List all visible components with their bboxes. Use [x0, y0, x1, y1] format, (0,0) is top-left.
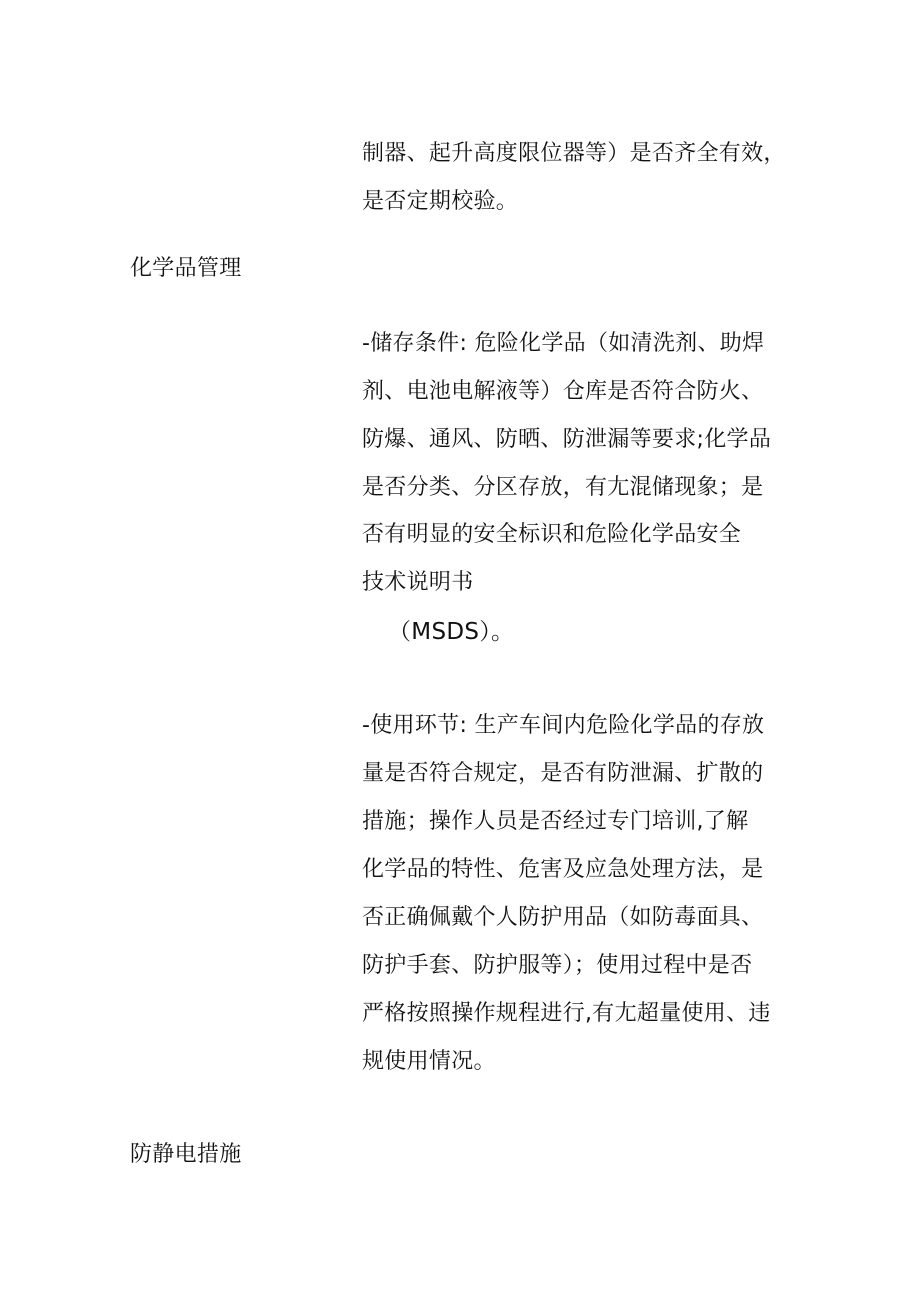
section-heading-anti-static: 防静电措施	[130, 1142, 242, 1167]
text-line: -储存条件: 危险化学品（如清洗剂、助焊	[362, 331, 765, 356]
text-line: 是否分类、分区存放，有尢混储现象；是	[362, 475, 764, 500]
text-line: 防爆、通风、防晒、防泄漏等要求;化学品	[362, 427, 772, 452]
text-line: 制器、起升高度限位器等）是否齐全有效，	[362, 141, 786, 166]
text-line: 措施；操作人员是否经过专门培训,了解	[362, 809, 749, 834]
text-line: 是否定期校验。	[362, 189, 519, 214]
text-line: 量是否符合规定，是否有防泄漏、扩散的	[362, 761, 764, 786]
text-line: 防护手套、防护服等）；使用过程中是否	[362, 953, 753, 978]
text-line: 否正确佩戴个人防护用品（如防毒面具、	[362, 905, 764, 930]
text-line: 严格按照操作规程进行,有尢超量使用、违	[362, 1001, 771, 1026]
text-line: 剂、电池电解液等）仓库是否符合防火、	[362, 379, 764, 404]
text-line: （MSDS）。	[388, 619, 515, 645]
text-line: -使用环节: 生产车间内危险化学品的存放	[362, 713, 765, 738]
text-line: 化学品的特性、危害及应急处理方法，是	[362, 857, 764, 882]
text-line: 否有明显的安全标识和危险化学品安全	[362, 522, 742, 547]
section-heading-chemical-management: 化学品管理	[130, 256, 242, 281]
text-line: 技术说明书	[362, 570, 474, 595]
text-line: 规使用情况。	[362, 1049, 496, 1074]
